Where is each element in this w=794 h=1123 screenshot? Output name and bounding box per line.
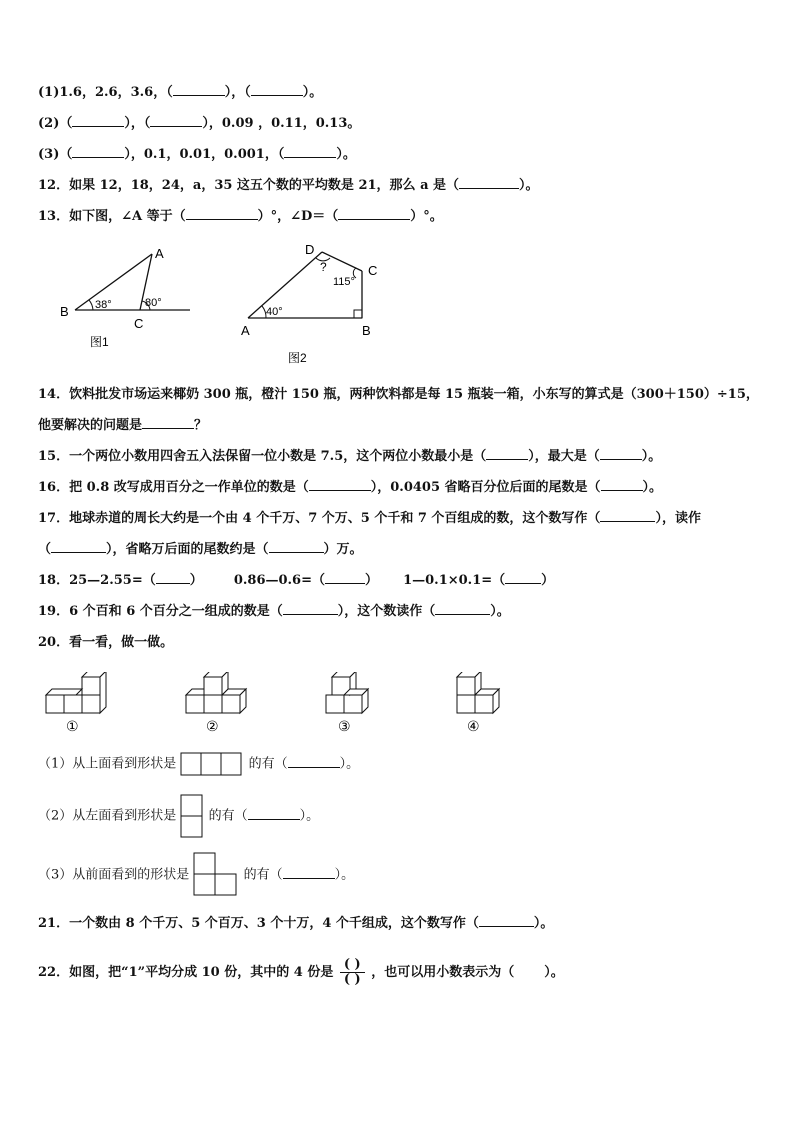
text: ），读作 [655,511,701,526]
text: ）°，∠D＝（ [257,209,339,224]
figure-number: ④ [467,718,480,734]
text: ），0.09 ，0.11，0.13。 [202,116,361,131]
label-b: B [362,323,371,338]
text: ），最大是（ [528,449,600,464]
answer-blank[interactable] [505,571,541,584]
text: 15．一个两位小数用四舍五入法保留一位小数是 7.5，这个两位小数最小是（ [38,449,487,464]
q16-line [38,478,662,497]
text: 16．把 0.8 改写成用百分之一作单位的数是（ [38,480,309,495]
text: （ [38,542,52,557]
cube-figure-3 [324,672,384,734]
text: ）万。 [323,542,363,557]
angle-label: 80° [145,297,162,309]
text: 的有（ [248,756,288,772]
text: （2）从左面看到形状是 [38,808,177,824]
label-d: D [305,242,315,257]
q11-line1 [38,83,322,102]
text: ），省略万后面的尾数约是（ [106,542,269,557]
text: ），0.0405 省略百分位后面的尾数是（ [370,480,601,495]
text: ，也可以用小数表示为（ [371,965,515,980]
left-view-shape [180,794,204,838]
top-view-shape [180,752,244,776]
answer-blank[interactable] [72,114,124,127]
text: ） [365,573,379,588]
cube-figure-1 [44,672,114,734]
text: ），这个数读作（ [337,604,436,619]
answer-blank[interactable] [251,83,303,96]
text: ）。 [544,965,564,980]
q11-line3 [38,145,356,164]
text: ）。 [336,147,356,162]
text: （1）从上面看到形状是 [38,756,177,772]
label-c: C [134,316,144,331]
text: 20．看一看，做一做。 [38,635,174,650]
answer-blank[interactable] [72,145,124,158]
label-a: A [155,246,164,261]
text: ）。 [519,178,539,193]
text: ）。 [490,604,510,619]
text: 13．如下图，∠A 等于（ [38,209,186,224]
q11-line2 [38,114,360,133]
text: 21．一个数由 8 个千万、5 个百万、3 个十万，4 个千组成，这个数写作（ [38,916,479,931]
q21-line [38,914,553,933]
answer-blank[interactable] [459,176,519,189]
text: ）。 [339,756,360,772]
fraction-blank[interactable] [340,958,365,987]
text: ） [541,573,555,588]
q17-line1 [38,509,701,528]
q18-line [38,571,554,590]
text: 17．地球赤道的周长大约是一个由 4 个千万、7 个万、5 个千和 7 个百组成的数，这个数写作（ [38,511,601,526]
text: (2)（ [38,116,73,131]
answer-blank[interactable] [325,571,365,584]
cube-figure-4 [455,672,515,734]
answer-blank[interactable] [600,447,642,460]
figure-caption: 图1 [90,335,109,349]
text: ）°。 [410,209,443,224]
answer-blank[interactable] [288,755,340,768]
answer-blank[interactable] [186,207,258,220]
text: 22．如图，把“1”平均分成 10 份，其中的 4 份是 [38,965,334,980]
text: 0.86—0.6=（ [233,573,325,588]
q19-line [38,602,510,621]
label-a: A [241,323,250,338]
answer-blank[interactable] [150,114,202,127]
text: ） [189,573,203,588]
text: ）。 [334,867,355,883]
text: ）。 [641,449,662,464]
q14-line1 [38,386,759,404]
answer-blank[interactable] [269,540,324,553]
text: ），（ [224,85,251,100]
answer-blank[interactable] [309,478,371,491]
text: ？ [194,418,208,433]
text: ），（ [124,116,151,131]
text: ）。 [533,916,554,931]
figure-number: ③ [338,718,351,734]
q20-sub1 [38,752,359,776]
text: ）。 [642,480,663,495]
text: 14．饮料批发市场运来椰奶 300 瓶，橙汁 150 瓶，两种饮料都是每 15 瓶装一箱，小东写的算式是（300＋150）÷15， [38,387,759,402]
text: 18．25—2.55=（ [38,573,156,588]
label-b: B [60,304,69,319]
label-c: C [368,263,378,278]
answer-blank[interactable] [284,145,336,158]
answer-blank[interactable] [51,540,106,553]
text: (3)（ [38,147,73,162]
q13-line [38,207,443,226]
cube-figure-2 [184,672,254,734]
q17-line2 [38,540,363,559]
fraction-denominator: ( ) [343,972,361,987]
unknown-angle: ? [320,260,327,274]
answer-blank[interactable] [601,478,643,491]
answer-blank[interactable] [479,914,534,927]
text: ），0.1，0.01，0.001，（ [124,147,285,162]
front-view-shape [193,852,239,898]
q14-line2 [38,416,207,435]
answer-blank[interactable] [248,807,300,820]
text: 的有（ [243,867,283,883]
q20-sub3 [38,852,354,898]
answer-blank[interactable] [283,602,338,615]
figure-2-quadrilateral [238,238,398,368]
answer-blank[interactable] [283,866,335,879]
answer-blank[interactable] [142,416,194,429]
answer-blank[interactable] [486,447,528,460]
answer-blank[interactable] [173,83,225,96]
figure-caption: 图2 [288,351,307,365]
text: 19．6 个百和 6 个百分之一组成的数是（ [38,604,283,619]
answer-blank[interactable] [156,571,190,584]
answer-blank[interactable] [435,602,490,615]
text: （3）从前面看到的形状是 [38,867,190,883]
angle-label: 115° [333,276,355,288]
q22-line [38,958,564,987]
figure-1-triangle [55,242,205,352]
q20-sub2 [38,794,319,838]
text: (1)1.6，2.6，3.6，（ [38,85,173,100]
text: ）。 [302,85,323,100]
fraction-numerator: ( ) [340,958,365,973]
answer-blank[interactable] [338,207,410,220]
answer-blank[interactable] [600,509,655,522]
text: 他要解决的问题是 [38,418,143,433]
q12-line [38,176,539,195]
figure-number: ② [206,718,219,734]
angle-label: 38° [95,299,112,311]
q15-line [38,447,661,466]
figure-number: ① [66,718,79,734]
text: 1—0.1×0.1=（ [403,573,506,588]
q20-title [38,634,173,652]
text: ）。 [299,808,320,824]
angle-label: 40° [266,306,283,318]
text: 的有（ [208,808,248,824]
text: 12．如果 12，18，24，a，35 这五个数的平均数是 21，那么 a 是（ [38,178,460,193]
